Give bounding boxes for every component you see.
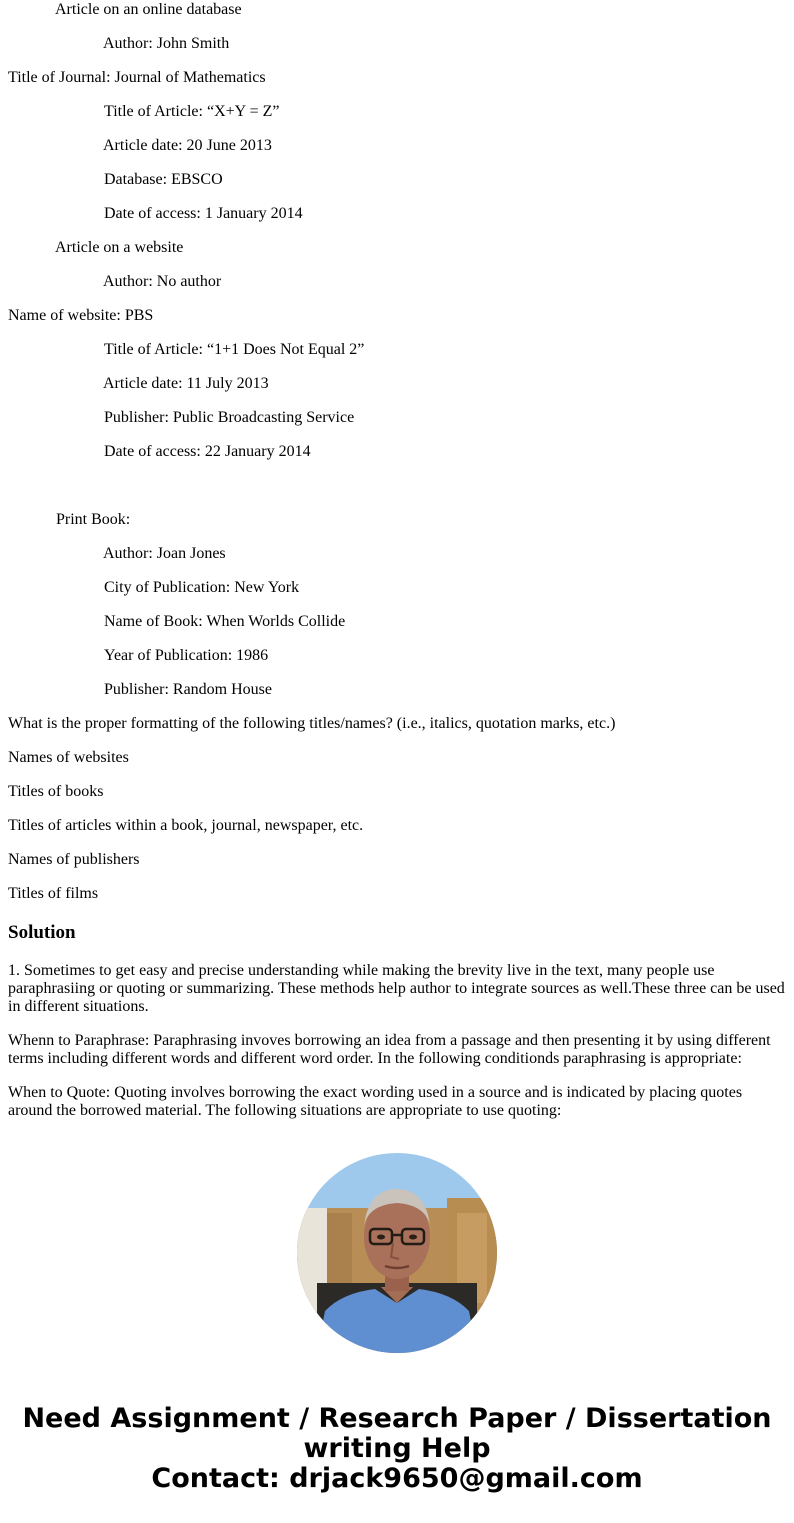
solution-paragraph: Whenn to Paraphrase: Paraphrasing invoves borrowing an idea from a passage and then presenting it by using different terms including different words and different word order. In the following conditionds paraphrasing is appropriate: bbox=[8, 1032, 771, 1067]
question-item: Titles of films bbox=[8, 885, 99, 902]
print-book-name: Name of Book: When Worlds Collide bbox=[104, 613, 346, 630]
website-article-date: Article date: 11 July 2013 bbox=[103, 375, 269, 392]
online-database-database: Database: EBSCO bbox=[104, 171, 223, 188]
solution-paragraph: 1. Sometimes to get easy and precise understanding while making the brevity live in the text, many people use paraphrasiing or quoting or summarizing. These methods help author to integrate sources as well.These three can be used in different situations. bbox=[8, 962, 785, 1015]
print-book-year: Year of Publication: 1986 bbox=[104, 647, 269, 664]
online-database-journal: Title of Journal: Journal of Mathematics bbox=[8, 69, 266, 86]
question-item: Names of websites bbox=[8, 749, 129, 766]
question-item: Titles of books bbox=[8, 783, 104, 800]
question-item: Names of publishers bbox=[8, 851, 140, 868]
expert-portrait-image bbox=[297, 1153, 497, 1353]
print-book-author: Author: Joan Jones bbox=[103, 545, 226, 562]
online-database-heading: Article on an online database bbox=[55, 1, 242, 18]
online-database-access-date: Date of access: 1 January 2014 bbox=[104, 205, 303, 222]
question-prompt: What is the proper formatting of the following titles/names? (i.e., italics, quotation marks, etc.) bbox=[8, 715, 616, 732]
promo-banner bbox=[0, 1404, 794, 1494]
online-database-article-title: Title of Article: “X+Y = Z” bbox=[104, 103, 280, 120]
print-book-heading: Print Book: bbox=[56, 511, 131, 528]
print-book-city: City of Publication: New York bbox=[104, 579, 300, 596]
expert-avatar bbox=[297, 1153, 497, 1353]
website-access-date: Date of access: 22 January 2014 bbox=[104, 443, 311, 460]
promo-contact-line[interactable]: Contact: drjack9650@gmail.com bbox=[151, 1463, 643, 1494]
solution-heading: Solution bbox=[8, 922, 76, 943]
website-publisher: Publisher: Public Broadcasting Service bbox=[104, 409, 355, 426]
question-item: Titles of articles within a book, journal, newspaper, etc. bbox=[8, 817, 364, 834]
promo-help-line: Need Assignment / Research Paper / Dissertation writing Help bbox=[22, 1403, 772, 1464]
print-book-publisher: Publisher: Random House bbox=[104, 681, 272, 698]
website-heading: Article on a website bbox=[55, 239, 184, 256]
website-site-name: Name of website: PBS bbox=[8, 307, 154, 324]
online-database-author: Author: John Smith bbox=[103, 35, 230, 52]
website-article-title: Title of Article: “1+1 Does Not Equal 2” bbox=[104, 341, 365, 358]
online-database-article-date: Article date: 20 June 2013 bbox=[103, 137, 272, 154]
solution-paragraph: When to Quote: Quoting involves borrowing the exact wording used in a source and is indicated by placing quotes around the borrowed material. The following situations are appropriate to use quoting: bbox=[8, 1084, 743, 1119]
website-author: Author: No author bbox=[103, 273, 222, 290]
